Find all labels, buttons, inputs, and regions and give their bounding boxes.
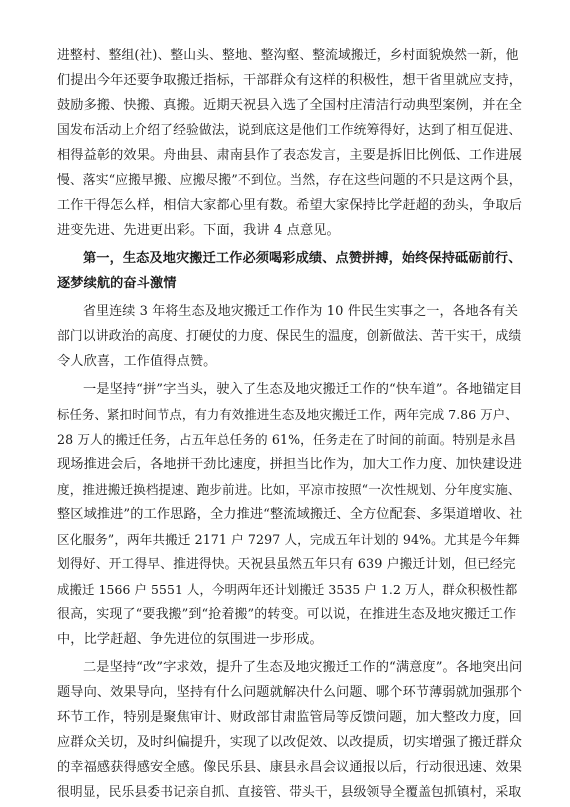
- paragraph-line: 区化服务”，两年共搬迁 2171 户 7297 人，完成五年计划的 94%。尤其是今年舞: [57, 532, 520, 547]
- paragraph-line: 整区域推进”的工作思路，全力推进“整流域搬迁、全方位配套、多渠道增收、社: [57, 507, 523, 522]
- paragraph-line: 们提出今年还要争取搬迁指标，干部群众有这样的积极性，想干省里就应支持，: [57, 73, 523, 88]
- paragraph-line: 国发布活动上介绍了经验做法，说到底这是他们工作统筹得好，达到了相互促进、: [57, 123, 522, 138]
- paragraph-line: 令人欣喜，工作值得点赞。: [57, 354, 217, 369]
- paragraph-line: 应群众关切，及时纠偏提升，实现了以改促效、以改提质，切实增强了搬迁群众: [57, 735, 523, 750]
- document-page: [57, 48, 523, 800]
- paragraph-line: 部门以讲政治的高度、打硬仗的力度、保民生的温度，创新做法、苦干实干，成绩: [57, 329, 522, 344]
- paragraph-line: 逐梦续航的奋斗激情: [57, 276, 177, 291]
- paragraph-line: 很明显，民乐县委书记亲自抓、直接管、带头干，县级领导全覆盖包抓镇村，采取: [57, 785, 522, 800]
- paragraph-line: 成搬迁 1566 户 5551 人，今明两年还计划搬迁 3535 户 1.2 万人，群众积极性都: [57, 582, 518, 597]
- paragraph-line: 第一，生态及地灾搬迁工作必须喝彩成绩、点赞拼搏，始终保持砥砺前行、: [83, 251, 522, 266]
- paragraph-line: 鼓励多搬、快搬、真搬。近期天祝县入选了全国村庄清洁行动典型案例，并在全: [57, 98, 523, 113]
- paragraph-line: 二是坚持“改”字求效，提升了生态及地灾搬迁工作的“满意度”。各地突出问: [83, 660, 523, 675]
- paragraph-line: 现场推进会后，各地拼干劲比速度，拼担当比作为，加大工作力度、加快建设进: [57, 457, 523, 472]
- paragraph-line: 28 万人的搬迁任务，占五年总任务的 61%，任务走在了时间的前面。特别是永昌: [57, 432, 516, 447]
- paragraph-line: 划得好、开工得早、推进得快。天祝县虽然五年只有 639 户搬迁计划，但已经完: [57, 557, 516, 572]
- paragraph-line: 省里连续 3 年将生态及地灾搬迁工作作为 10 件民生实事之一，各地各有关: [83, 304, 519, 319]
- paragraph-line: 工作干得怎么样，相信大家都心里有数。希望大家保持比学赶超的劲头，争取后: [57, 198, 523, 213]
- paragraph-line: 中，比学赶超、争先进位的氛围进一步形成。: [57, 632, 323, 647]
- paragraph-line: 标任务、紧扣时间节点，有力有效推进生态及地灾搬迁工作，两年完成 7.86 万户、: [57, 407, 518, 422]
- paragraph-line: 题导向、效果导向，坚持有什么问题就解决什么问题、哪个环节薄弱就加强那个: [57, 685, 523, 700]
- paragraph-line: 慢、落实“应搬早搬、应搬尽搬”不到位。当然，存在这些问题的不只是这两个县，: [57, 173, 522, 188]
- paragraph-line: 进变先进、先进更出彩。下面，我讲 4 点意见。: [57, 223, 340, 238]
- paragraph-line: 环节工作，特别是聚焦审计、财政部甘肃监管局等反馈问题，加大整改力度，回: [57, 710, 523, 725]
- paragraph-line: 相得益彰的效果。舟曲县、肃南县作了表态发言，主要是拆旧比例低、工作进展: [57, 148, 523, 163]
- paragraph-line: 很高，实现了“要我搬”到“抢着搬”的转变。可以说，在推进生态及地灾搬迁工作: [57, 607, 517, 622]
- paragraph-line: 一是坚持“拼”字当头，驶入了生态及地灾搬迁工作的“快车道”。各地锚定目: [83, 382, 523, 397]
- paragraph-line: 度，推进搬迁换档提速、跑步前进。比如，平凉市按照“一次性规划、分年度实施、: [57, 482, 521, 497]
- paragraph-line: 的幸福感获得感安全感。像民乐县、康县永昌会议通报以后，行动很迅速、效果: [57, 760, 523, 775]
- paragraph-line: 进整村、整组(社)、整山头、整地、整沟壑、整流域搬迁，乡村面貌焕然一新，他: [57, 48, 519, 63]
